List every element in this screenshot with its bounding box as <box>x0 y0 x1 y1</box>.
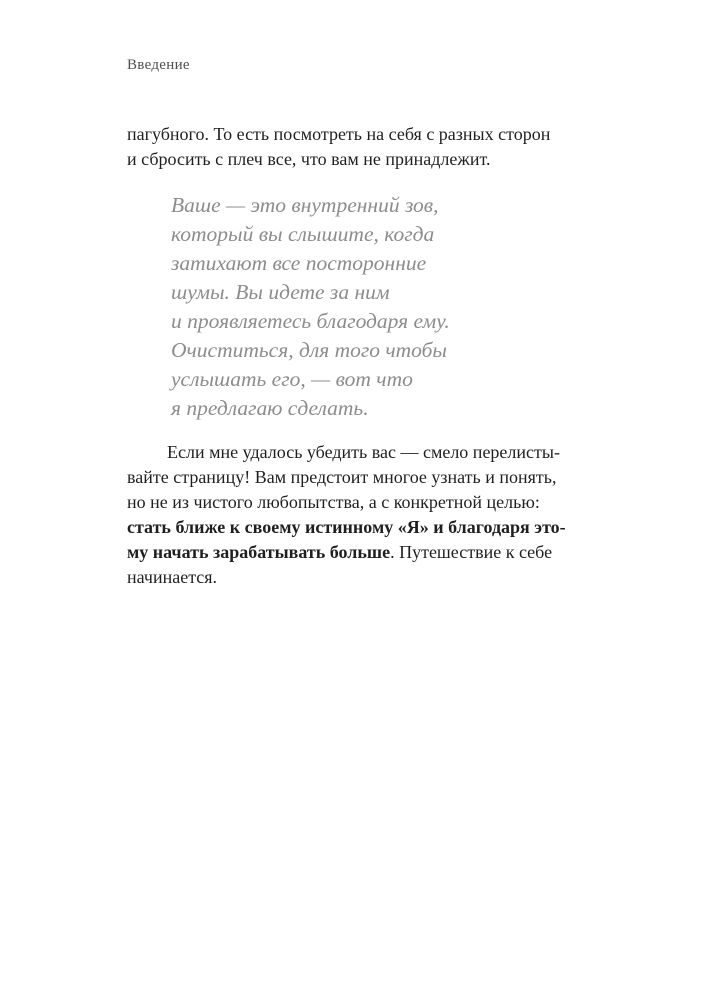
quote-line: затихают все посторонние <box>171 251 427 275</box>
paragraph-line: и сбросить с плеч все, что вам не принадлежит. <box>127 149 491 169</box>
closing-line: начинается. <box>127 567 218 587</box>
closing-line: но не из чистого любопытства, а с конкретной целью: <box>127 492 540 512</box>
closing-line-bold: стать ближе к своему истинному «Я» и благодаря это- <box>127 517 566 537</box>
closing-line: Если мне удалось убедить вас — смело перелисты- <box>167 442 560 462</box>
intro-paragraph <box>127 122 601 172</box>
paragraph-line: пагубного. То есть посмотреть на себя с разных сторон <box>127 124 551 144</box>
closing-bold-segment: му начать зарабатывать больше <box>127 542 391 562</box>
quote-line: Очиститься, для того чтобы <box>171 338 447 362</box>
quote-line: услышать его, — вот что <box>171 367 413 391</box>
quote-line: который вы слышите, когда <box>171 222 435 246</box>
closing-line <box>127 540 601 565</box>
closing-regular-segment: . Путешествие к себе <box>390 542 553 562</box>
page-content <box>127 122 601 590</box>
closing-paragraph <box>127 440 601 590</box>
quote-line: я предлагаю сделать. <box>171 396 369 420</box>
running-header: Введение <box>127 57 190 73</box>
closing-line: вайте страницу! Вам предстоит многое узнать и понять, <box>127 467 557 487</box>
quote-line: и проявляетесь благодаря ему. <box>171 309 450 333</box>
pull-quote <box>171 191 601 423</box>
quote-line: Ваше — это внутренний зов, <box>171 193 439 217</box>
quote-line: шумы. Вы идете за ним <box>171 280 390 304</box>
